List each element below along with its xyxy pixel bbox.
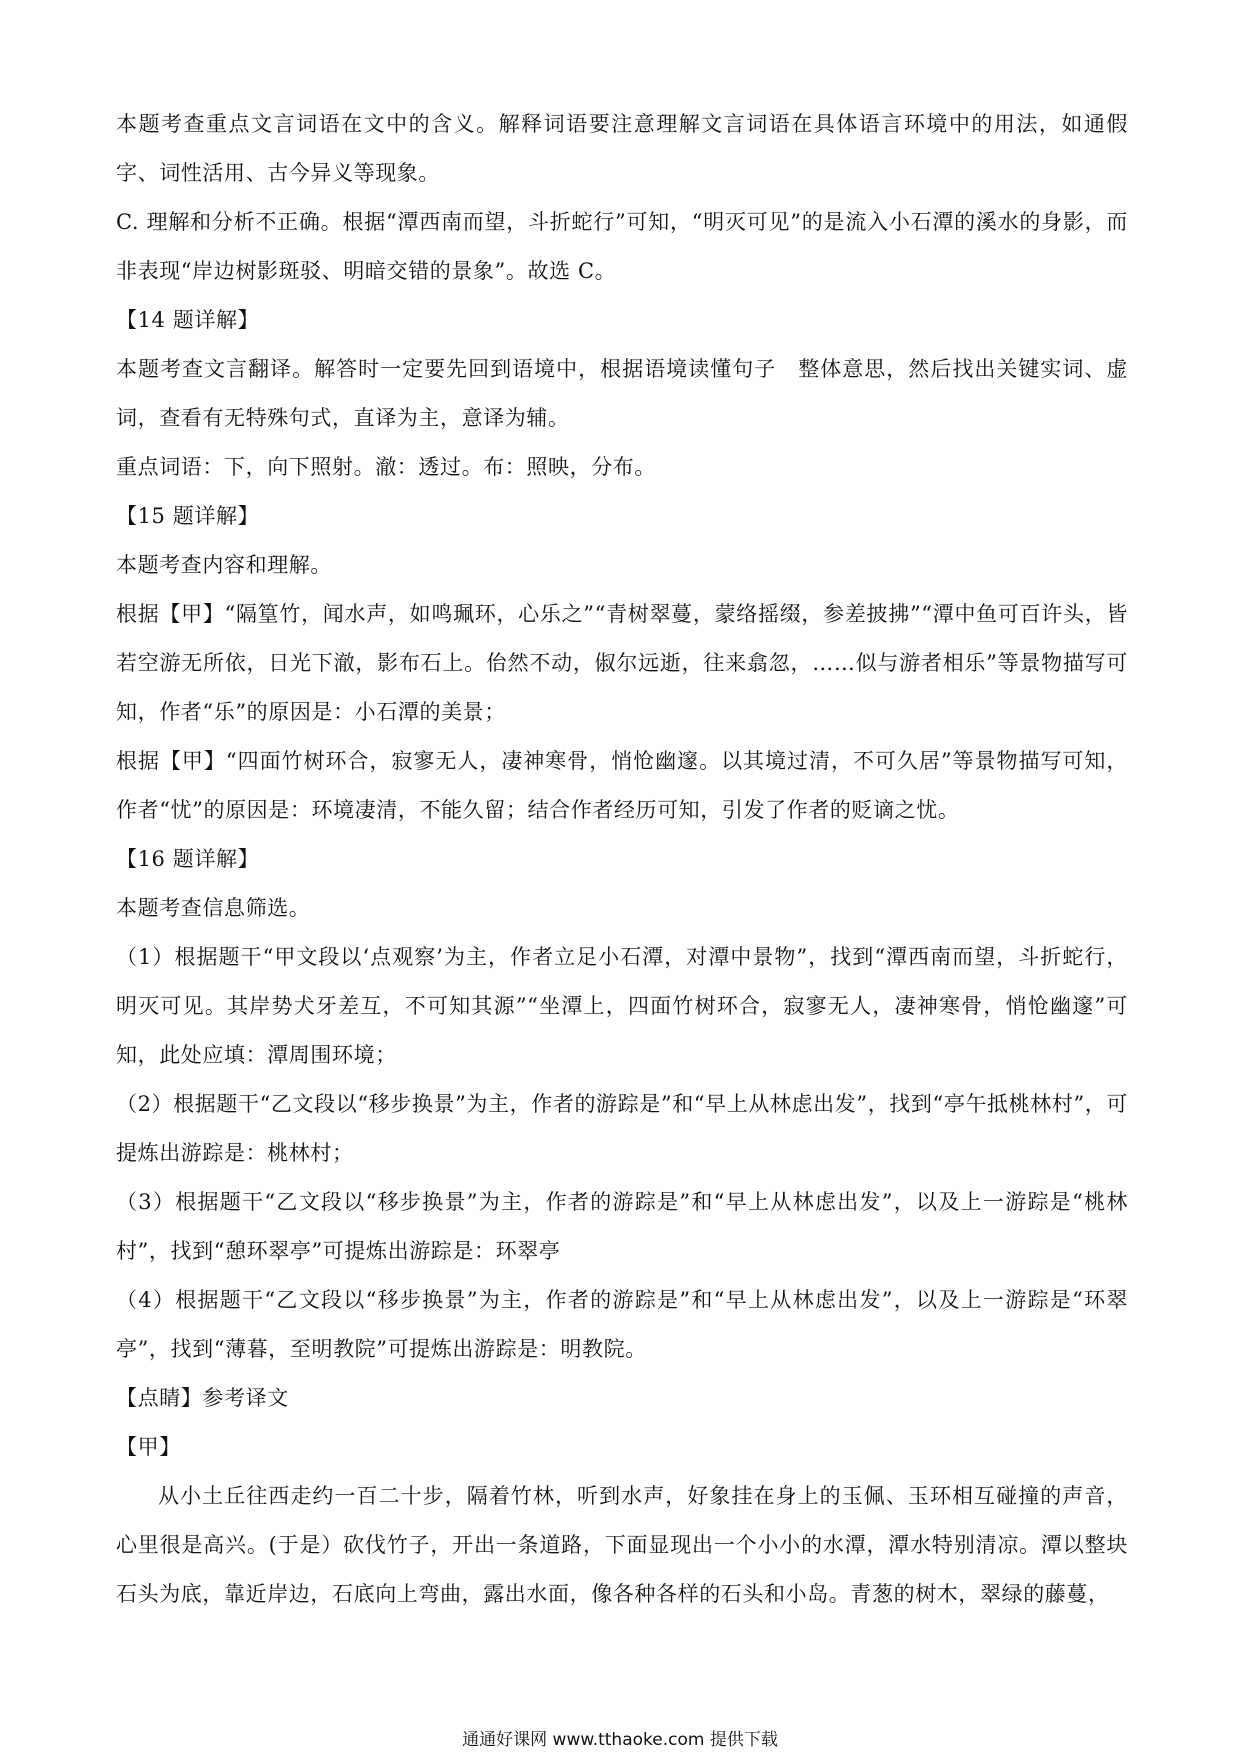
paragraph-q16-item-3: （3）根据题干“乙文段以“移步换景”为主，作者的游踪是”和“早上从林虑出发”，以及上一游踪是“桃林村”，找到“憩环翠亭”可提炼出游踪是：环翠亭 bbox=[116, 1190, 1128, 1263]
paragraph-q15-intro: 本题考查内容和理解。 bbox=[116, 553, 332, 577]
heading-part-jia: 【甲】 bbox=[116, 1435, 181, 1459]
heading-q15-explanation: 【15 题详解】 bbox=[116, 504, 260, 528]
paragraph-q15-joy-reason: 根据【甲】“隔篁竹，闻水声，如鸣珮环，心乐之”“青树翠蔓，蒙络摇缀，参差披拂”“潭中鱼可百许头，皆若空游无所依，日光下澈，影布石上。佁然不动，俶尔远逝，往来翕忽，……似与游者相乐”等景物描写可知，作者“乐”的原因是：小石潭的美景； bbox=[116, 602, 1128, 724]
paragraph-q15-worry-reason: 根据【甲】“四面竹树环合，寂寥无人，凄神寒骨，悄怆幽邃。以其境过清，不可久居”等景物描写可知，作者“忧”的原因是：环境凄清，不能久留；结合作者经历可知，引发了作者的贬谪之忧。 bbox=[116, 749, 1128, 822]
paragraph-q16-intro: 本题考查信息筛选。 bbox=[116, 896, 311, 920]
paragraph-q14-translation-method: 本题考查文言翻译。解答时一定要先回到语境中，根据语境读懂句子 整体意思，然后找出关键实词、虚词，查看有无特殊句式，直译为主，意译为辅。 bbox=[116, 357, 1128, 430]
paragraph-translation-text: 从小土丘往西走约一百二十步，隔着竹林，听到水声，好象挂在身上的玉佩、玉环相互碰撞的声音，心里很是高兴。(于是）砍伐竹子，开出一条道路，下面显现出一个小小的水潭，潭水特别清凉。潭以整块石头为底，靠近岸边，石底向上弯曲，露出水面，像各种各样的石头和小岛。青葱的树木，翠绿的藤蔓， bbox=[116, 1484, 1128, 1606]
document-body bbox=[116, 100, 1128, 1619]
footer-download-note: 通通好课网 www.tthaoke.com 提供下载 bbox=[462, 1730, 778, 1750]
heading-q16-explanation: 【16 题详解】 bbox=[116, 847, 260, 871]
paragraph-word-meaning-note: 本题考查重点文言词语在文中的含义。解释词语要注意理解文言词语在具体语言环境中的用法，如通假字、词性活用、古今异义等现象。 bbox=[116, 112, 1128, 185]
paragraph-q14-key-words: 重点词语：下，向下照射。澈：透过。布：照映，分布。 bbox=[116, 455, 656, 479]
heading-q14-explanation: 【14 题详解】 bbox=[116, 308, 260, 332]
paragraph-q16-item-2: （2）根据题干“乙文段以“移步换景”为主，作者的游踪是”和“早上从林虑出发”，找到“亭午抵桃林村”，可提炼出游踪是：桃林村； bbox=[116, 1092, 1128, 1165]
paragraph-q16-item-1: （1）根据题干“甲文段以‘点观察’为主，作者立足小石潭，对潭中景物”，找到“潭西南而望，斗折蛇行，明灭可见。其岸势犬牙差互，不可知其源”“坐潭上，四面竹树环合，寂寥无人，凄神寒骨，悄怆幽邃”可知，此处应填：潭周围环境； bbox=[116, 945, 1128, 1067]
heading-reference-translation: 【点睛】参考译文 bbox=[116, 1386, 289, 1410]
paragraph-option-c-analysis: C. 理解和分析不正确。根据“潭西南而望，斗折蛇行”可知，“明灭可见”的是流入小石潭的溪水的身影，而非表现“岸边树影斑驳、明暗交错的景象”。故选 C。 bbox=[116, 210, 1128, 283]
paragraph-q16-item-4: （4）根据题干“乙文段以“移步换景”为主，作者的游踪是”和“早上从林虑出发”，以及上一游踪是“环翠亭”，找到“薄暮，至明教院”可提炼出游踪是：明教院。 bbox=[116, 1288, 1128, 1361]
